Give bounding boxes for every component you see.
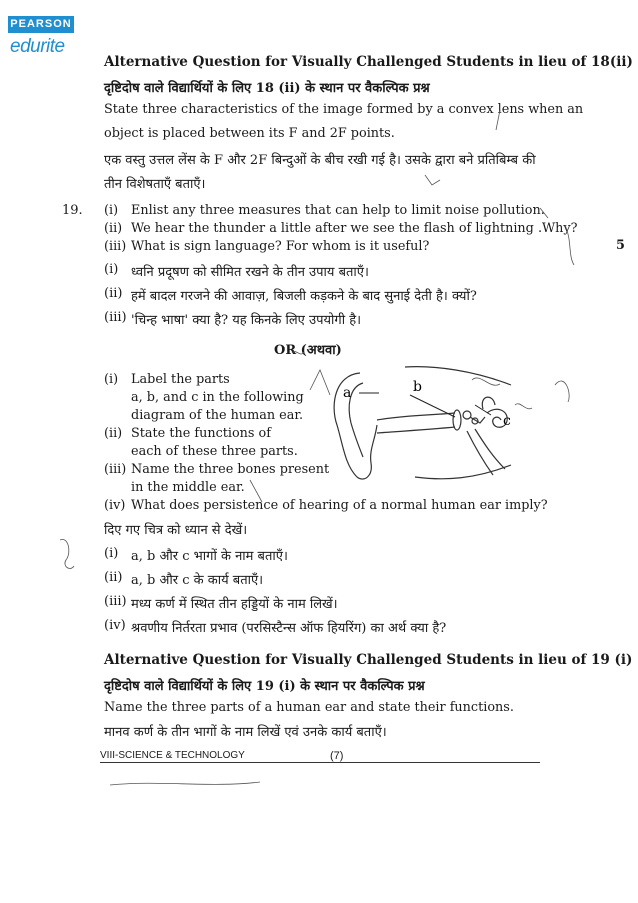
question-number: 19. <box>62 203 83 218</box>
part-label-hindi: (i) <box>104 262 119 277</box>
or-part-line: What does persistence of hearing of a normal human ear imply? <box>131 498 548 513</box>
human-ear-diagram <box>315 365 515 485</box>
footer-rule <box>100 762 540 763</box>
or-part-line: in the middle ear. <box>131 480 245 495</box>
or-part-line: Label the parts <box>131 372 230 387</box>
or-intro-hindi: दिए गए चित्र को ध्यान से देखें। <box>104 523 248 538</box>
diagram-label-b: b <box>413 379 422 395</box>
q19-alt-heading-hindi: दृष्टिदोष वाले विद्यार्थियों के लिए 19 (i) के स्थान पर वैकल्पिक प्रश्न <box>104 679 425 694</box>
or-separator: OR (अथवा) <box>274 343 342 358</box>
pearson-logo: PEARSON <box>8 16 74 33</box>
part-text-hindi: 'चिन्ह भाषा' क्या है? यह किनके लिए उपयोगी है। <box>131 313 362 328</box>
or-part-line: State the functions of <box>131 426 271 441</box>
footer-subject: VIII-SCIENCE & TECHNOLOGY <box>100 750 245 761</box>
part-label-hindi: (iii) <box>104 310 127 325</box>
part-label: (ii) <box>104 221 123 236</box>
marks: 5 <box>616 238 625 253</box>
q19-alt-heading: Alternative Question for Visually Challenged Students in lieu of 19 (i) <box>104 652 633 668</box>
page-number: (7) <box>330 750 344 762</box>
or-part-text-hindi: a, b और c भागों के नाम बताएँ। <box>131 549 288 564</box>
q19-alt-text: Name the three parts of a human ear and state their functions. <box>104 700 514 715</box>
or-part-label-hindi: (ii) <box>104 570 123 585</box>
or-part-line: each of these three parts. <box>131 444 298 459</box>
or-part-label-hindi: (iv) <box>104 618 126 633</box>
part-label: (i) <box>104 203 119 218</box>
q19-alt-text-hindi: मानव कर्ण के तीन भागों के नाम लिखें एवं उनके कार्य बताएँ। <box>104 725 387 740</box>
or-part-line: Name the three bones present <box>131 462 330 477</box>
or-part-label: (ii) <box>104 426 123 441</box>
q18-alt-hindi-line: एक वस्तु उत्तल लेंस के F और 2F बिन्दुओं के बीच रखी गई है। उसके द्वारा बने प्रतिबिम्ब की <box>104 153 536 168</box>
or-part-label: (iv) <box>104 498 126 513</box>
or-part-label-hindi: (i) <box>104 546 119 561</box>
part-label: (iii) <box>104 239 127 254</box>
part-text: What is sign language? For whom is it useful? <box>131 239 430 254</box>
or-part-text-hindi: मध्य कर्ण में स्थित तीन हड्डियों के नाम लिखें। <box>131 597 338 612</box>
part-text: We hear the thunder a little after we see the flash of lightning .Why? <box>131 221 578 236</box>
part-text-hindi: हमें बादल गरजने की आवाज़, बिजली कड़कने के बाद सुनाई देती है। क्यों? <box>131 289 477 304</box>
or-part-text-hindi: a, b और c के कार्य बताएँ। <box>131 573 264 588</box>
or-part-line: a, b, and c in the following <box>131 390 304 405</box>
or-part-label: (i) <box>104 372 119 387</box>
part-text-hindi: ध्वनि प्रदूषण को सीमित रखने के तीन उपाय बताएँ। <box>131 265 369 280</box>
q18-alt-text-line: object is placed between its F and 2F points. <box>104 126 395 141</box>
edurite-logo: edurite <box>10 36 65 57</box>
diagram-label-c: c <box>503 413 511 429</box>
or-part-label: (iii) <box>104 462 127 477</box>
or-part-text-hindi: श्रवणीय निर्तरता प्रभाव (परसिस्टैन्स ऑफ हियरिंग) का अर्थ क्या है? <box>131 621 447 636</box>
part-label-hindi: (ii) <box>104 286 123 301</box>
q18-alt-heading: Alternative Question for Visually Challenged Students in lieu of 18(ii) <box>104 54 633 70</box>
q18-alt-heading-hindi: दृष्टिदोष वाले विद्यार्थियों के लिए 18 (ii) के स्थान पर वैकल्पिक प्रश्न <box>104 81 430 96</box>
part-text: Enlist any three measures that can help to limit noise pollution. <box>131 203 545 218</box>
or-part-line: diagram of the human ear. <box>131 408 304 423</box>
q18-alt-text-line: State three characteristics of the image formed by a convex lens when an <box>104 102 584 117</box>
q18-alt-hindi-line: तीन विशेषताएँ बताएँ। <box>104 177 206 192</box>
diagram-label-a: a <box>343 385 352 401</box>
or-part-label-hindi: (iii) <box>104 594 127 609</box>
